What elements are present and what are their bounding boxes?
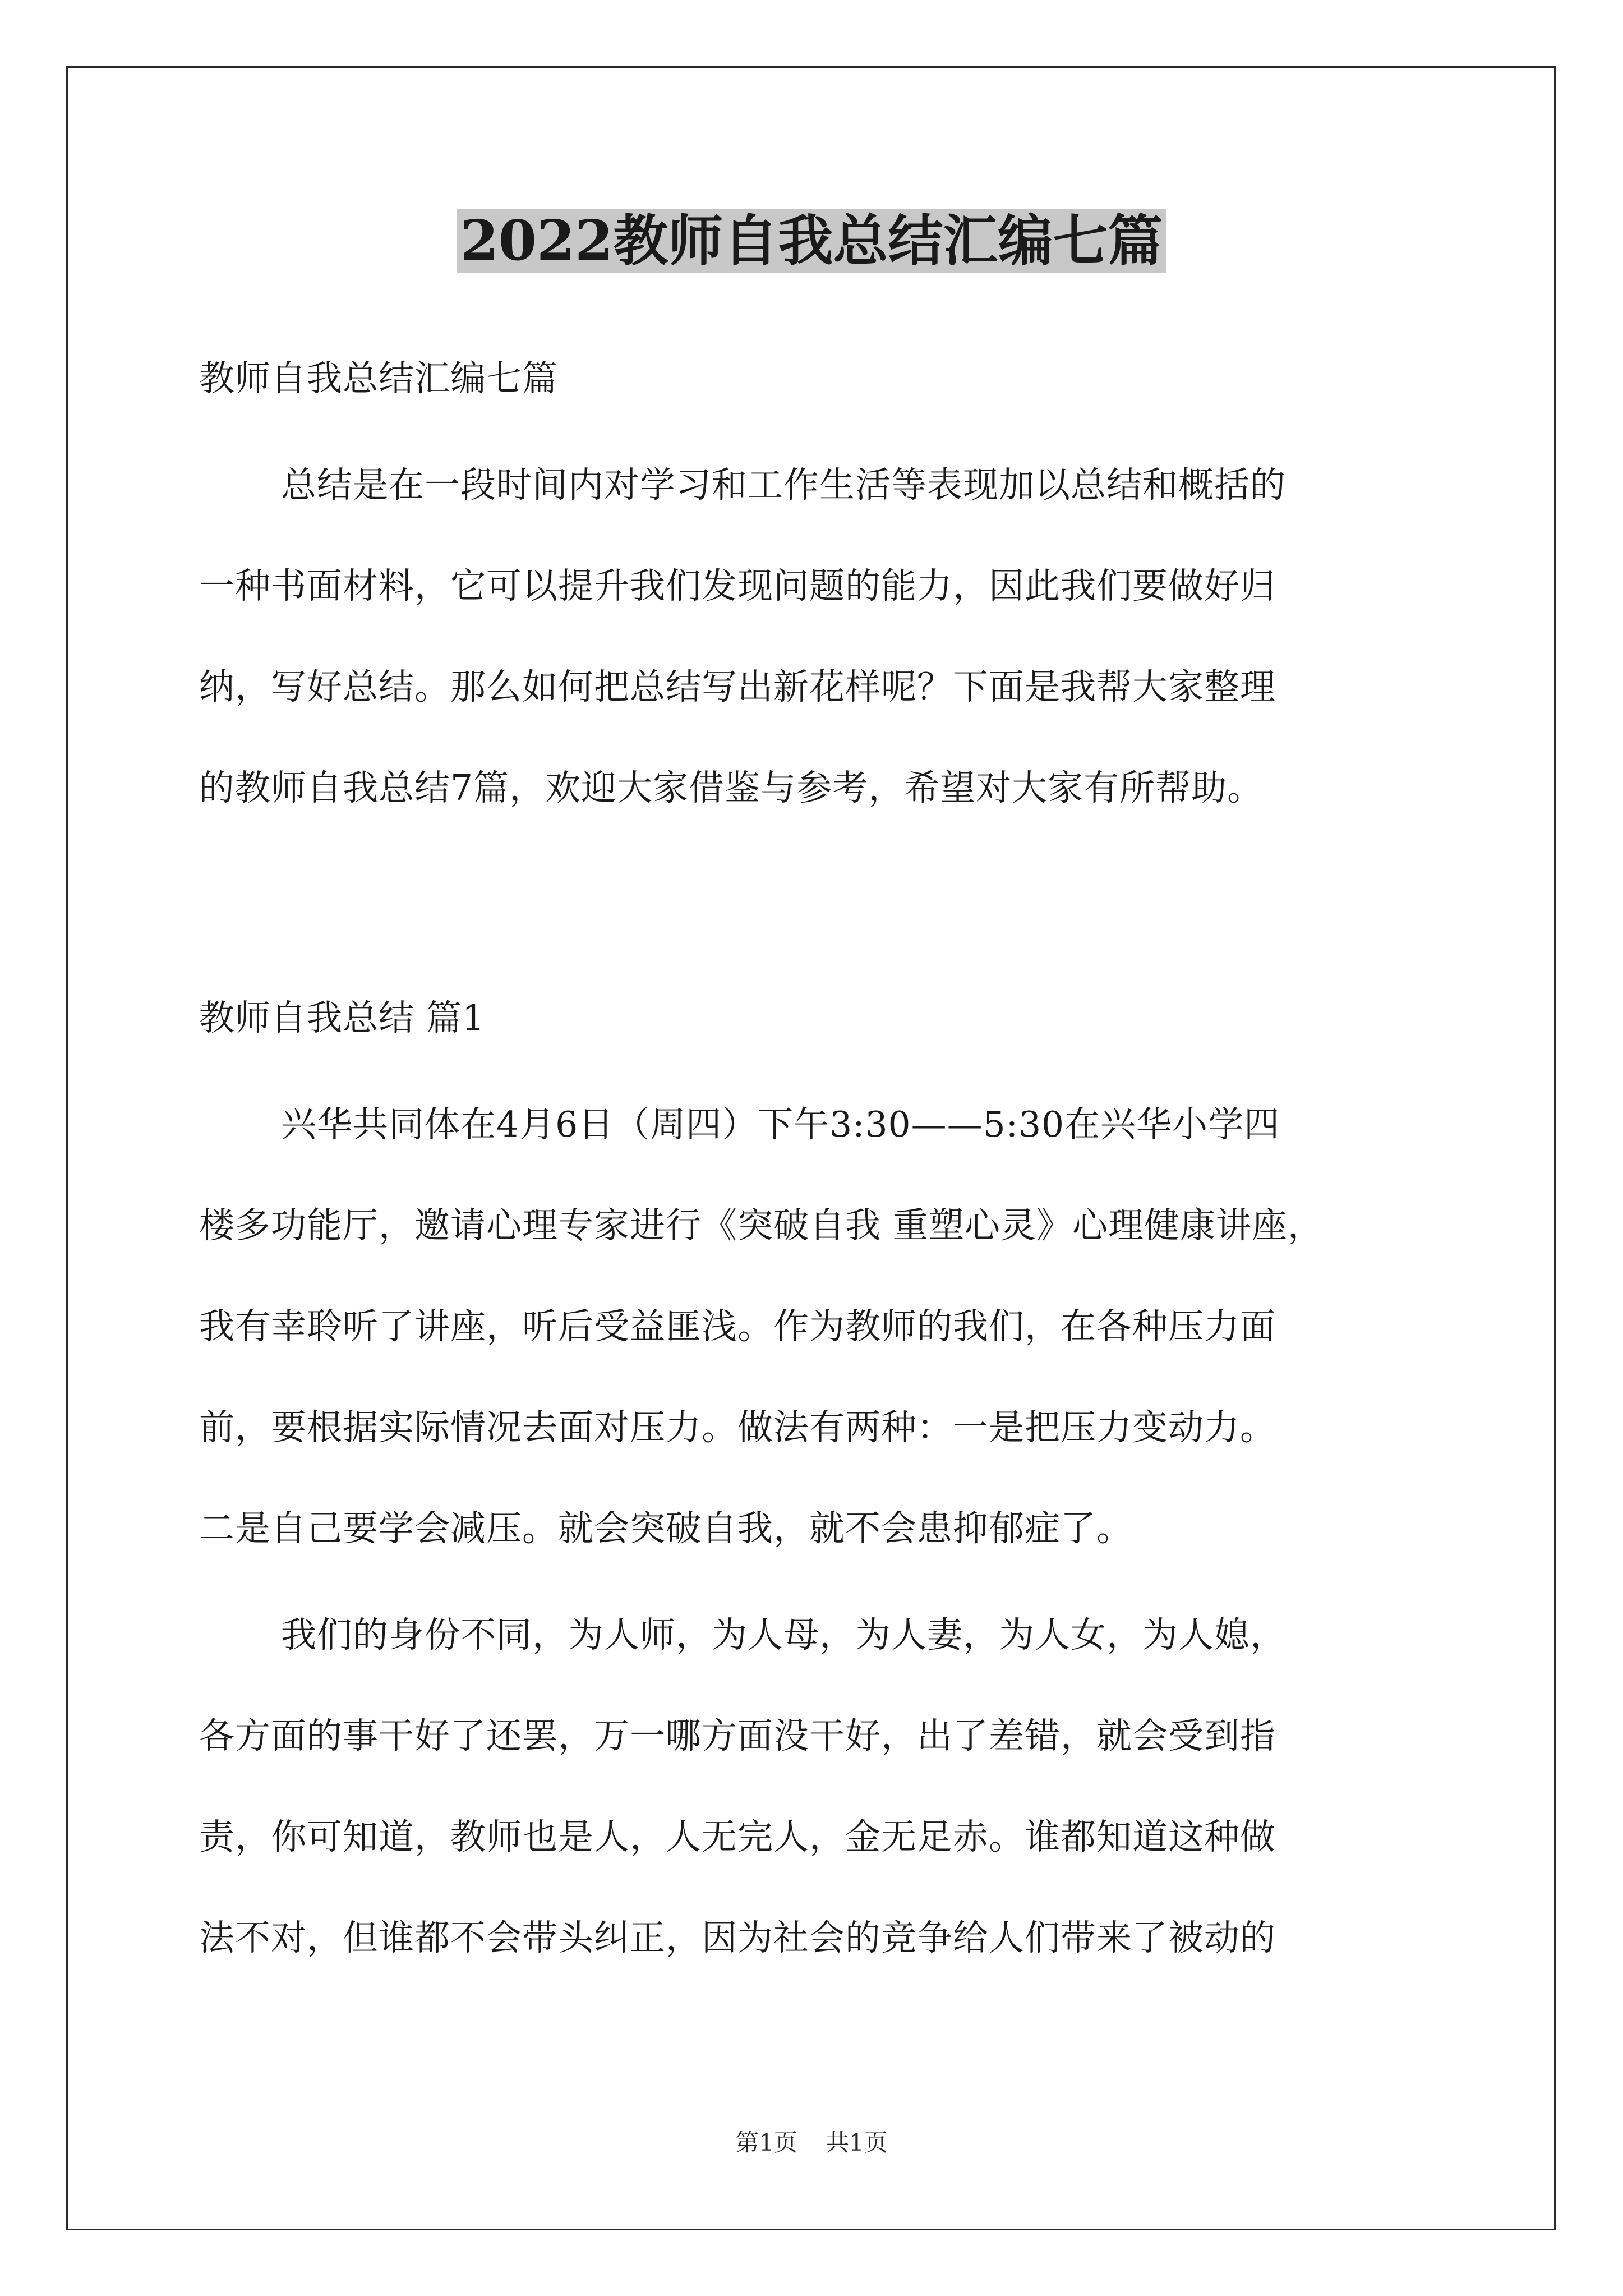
section1-para2-line-4: 法不对，但谁都不会带头纠正，因为社会的竞争给人们带来了被动的 — [199, 1917, 1276, 1958]
section1-para2-line-3: 责，你可知道，教师也是人，人无完人，金无足赤。谁都知道这种做 — [199, 1816, 1276, 1857]
section1-para1-line-3: 我有幸聆听了讲座，听后受益匪浅。作为教师的我们，在各种压力面 — [199, 1306, 1276, 1347]
section-heading: 教师自我总结 篇1 — [199, 997, 486, 1038]
section1-para1-line-2: 楼多功能厅，邀请心理专家进行《突破自我 重塑心灵》心理健康讲座， — [199, 1205, 1324, 1246]
page-number: 第1页 — [735, 2129, 797, 2156]
document-title-text: 2022教师自我总结汇编七篇 — [457, 209, 1166, 273]
section1-para1-line-4: 前，要根据实际情况去面对压力。做法有两种：一是把压力变动力。 — [199, 1407, 1276, 1448]
document-title — [0, 202, 1623, 280]
section1-para2-line-1: 我们的身份不同，为人师，为人母，为人妻，为人女，为人媳， — [281, 1614, 1286, 1655]
section1-para1-line-1: 兴华共同体在4月6日（周四）下午3:30——5:30在兴华小学四 — [281, 1104, 1280, 1145]
intro-line-4: 的教师自我总结7篇，欢迎大家借鉴与参考，希望对大家有所帮助。 — [199, 767, 1264, 808]
intro-line-2: 一种书面材料，它可以提升我们发现问题的能力，因此我们要做好归 — [199, 565, 1276, 606]
intro-line-1: 总结是在一段时间内对学习和工作生活等表现加以总结和概括的 — [281, 464, 1286, 505]
page-total: 共1页 — [826, 2129, 888, 2156]
page-footer — [0, 2126, 1623, 2160]
section1-para1-line-5: 二是自己要学会减压。就会突破自我，就不会患抑郁症了。 — [199, 1508, 1132, 1549]
subtitle: 教师自我总结汇编七篇 — [199, 358, 558, 399]
intro-line-3: 纳，写好总结。那么如何把总结写出新花样呢？下面是我帮大家整理 — [199, 666, 1276, 707]
section1-para2-line-2: 各方面的事干好了还罢，万一哪方面没干好，出了差错，就会受到指 — [199, 1715, 1276, 1756]
